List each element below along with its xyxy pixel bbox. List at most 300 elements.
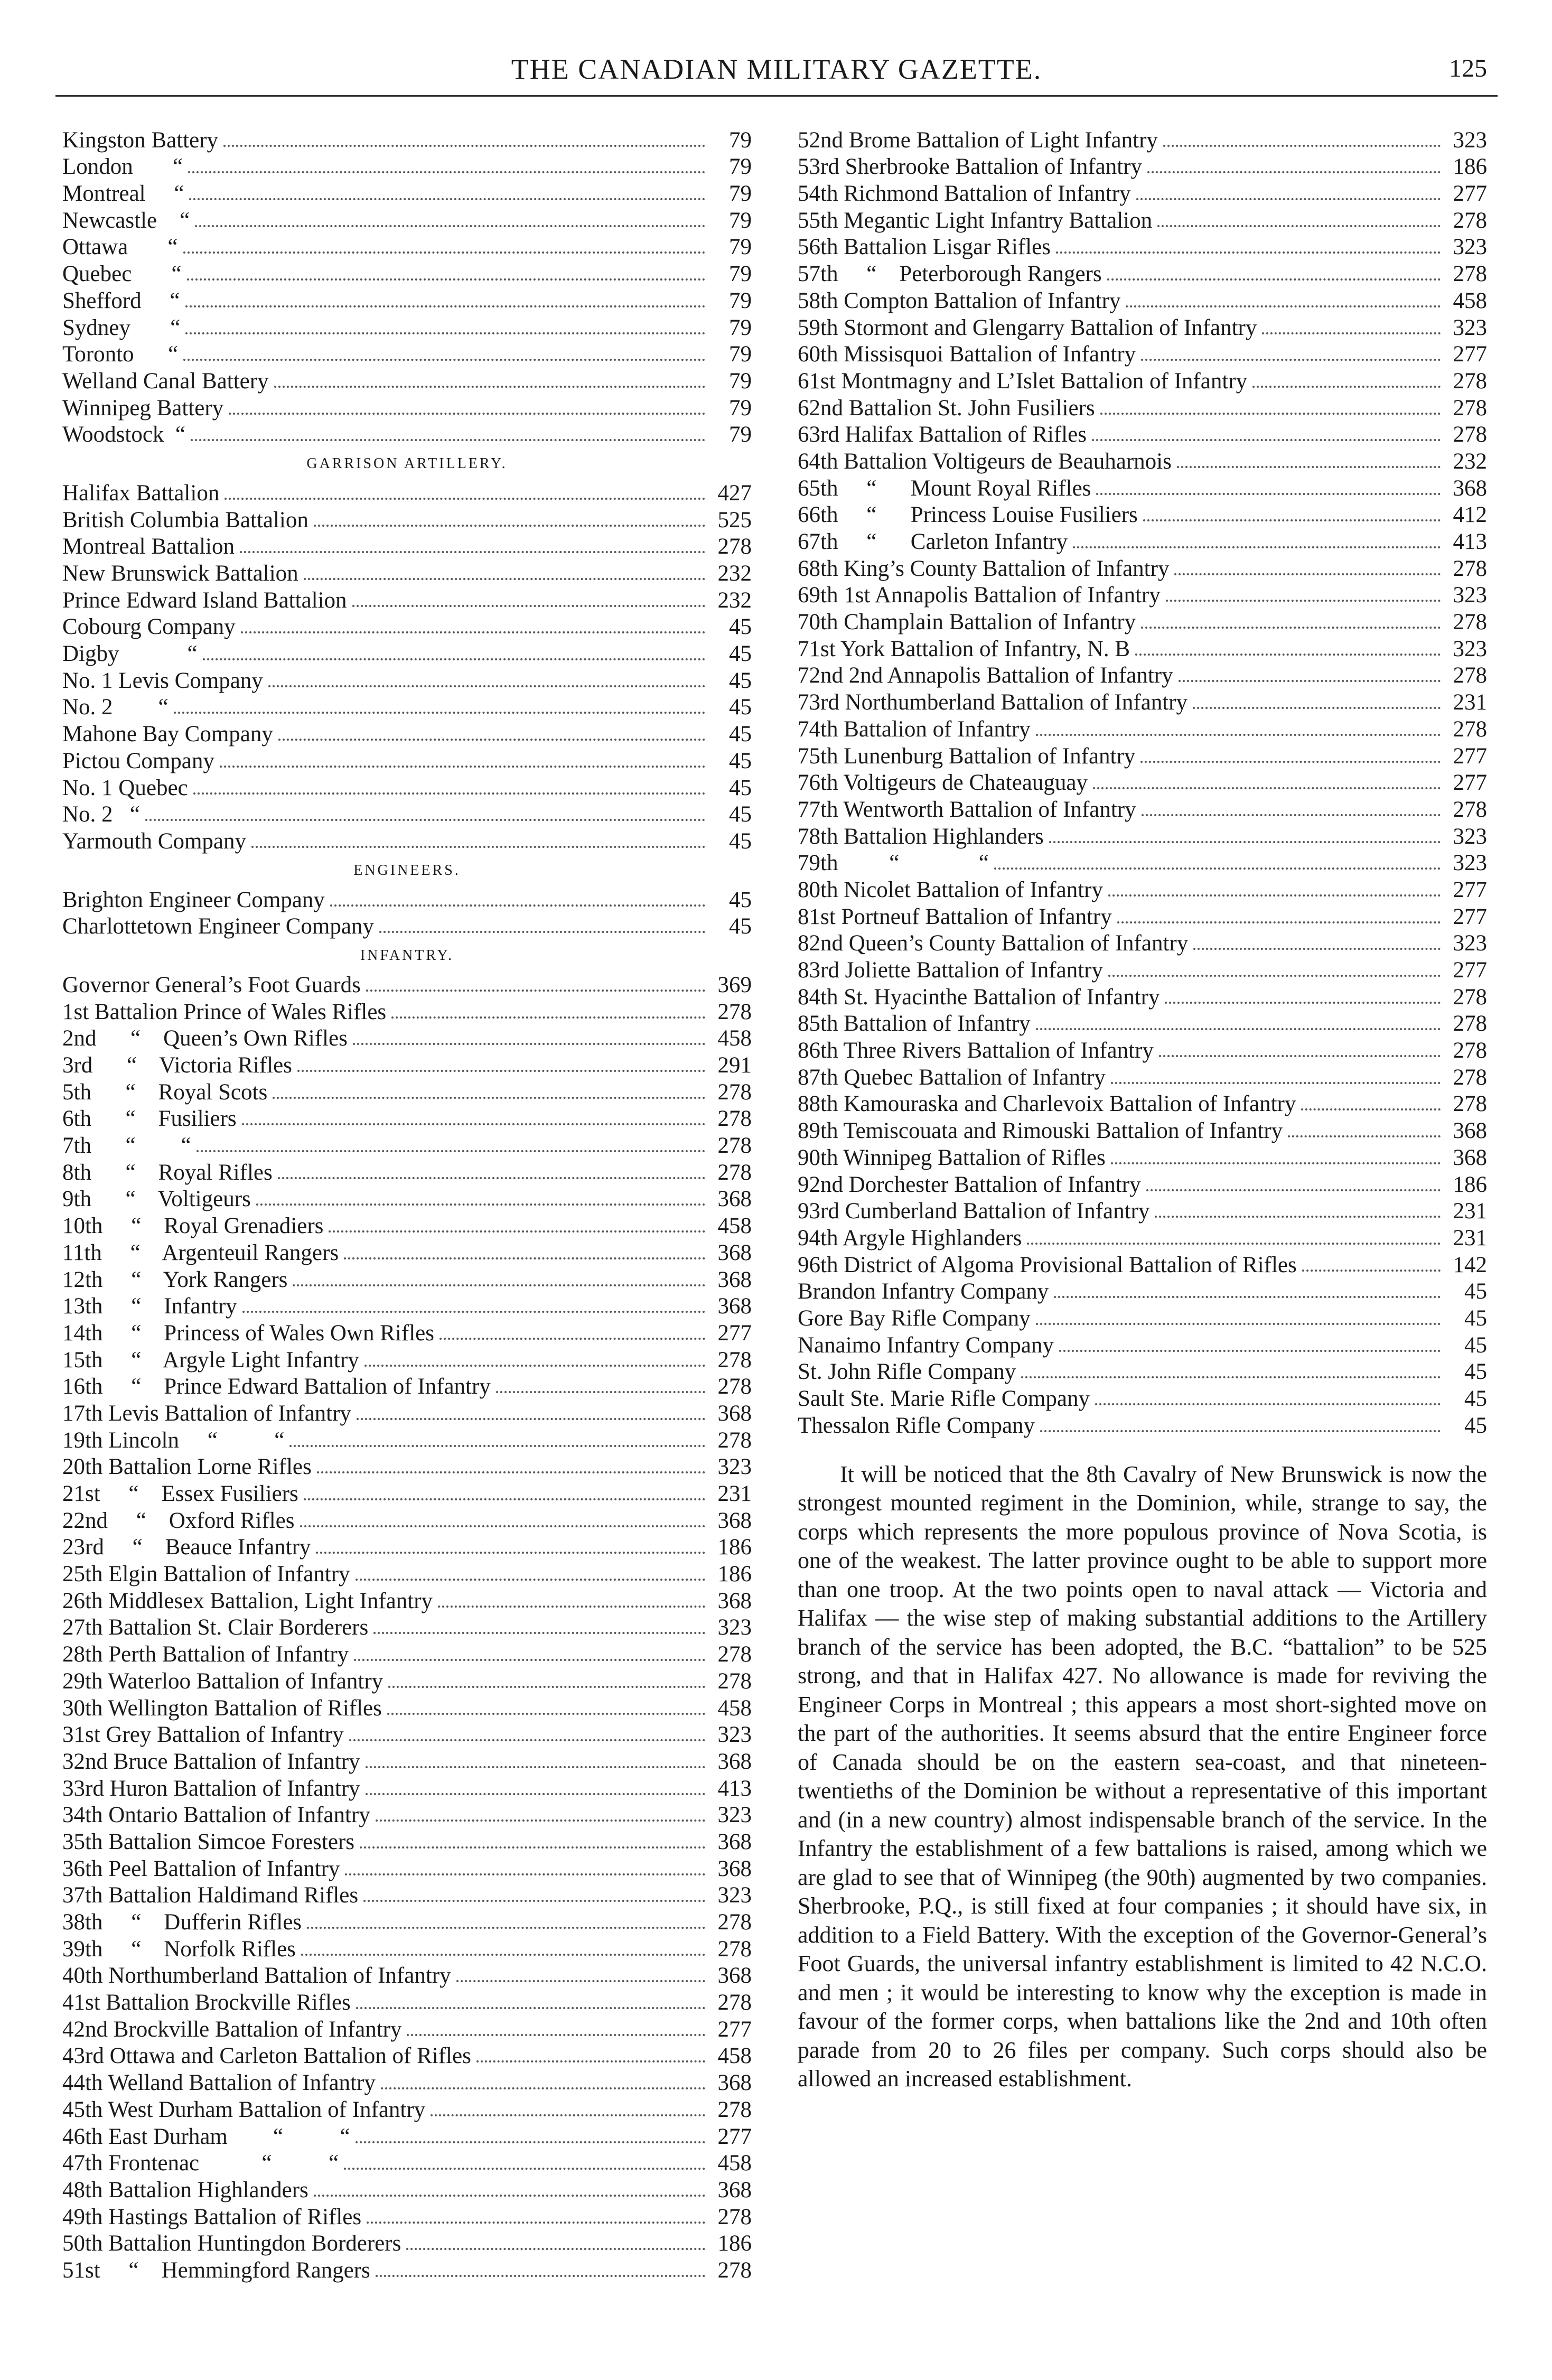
- unit-row: [62, 721, 752, 748]
- dot-leader: [345, 1873, 705, 1875]
- unit-strength: 277: [1453, 342, 1487, 367]
- unit-row: [798, 716, 1487, 743]
- unit-name: Brighton Engineer Company: [62, 887, 325, 912]
- unit-strength: 45: [1464, 1386, 1487, 1411]
- dot-leader: [1252, 386, 1441, 388]
- dot-leader: [391, 1016, 705, 1019]
- page-number: 125: [1449, 54, 1487, 82]
- unit-row: [62, 1106, 752, 1133]
- unit-row: [62, 341, 752, 368]
- unit-name: 33rd Huron Battalion of Infantry: [62, 1776, 360, 1801]
- unit-name: 17th Levis Battalion of Infantry: [62, 1401, 351, 1426]
- unit-name: 35th Battalion Simcoe Foresters: [62, 1829, 354, 1854]
- dot-leader: [366, 990, 705, 992]
- unit-row: [798, 1252, 1487, 1278]
- unit-row: [62, 998, 752, 1025]
- dot-leader: [274, 386, 705, 388]
- unit-row: [62, 1909, 752, 1936]
- unit-name: 81st Portneuf Battalion of Infantry: [798, 904, 1112, 929]
- unit-name: 86th Three Rivers Battalion of Infantry: [798, 1038, 1154, 1063]
- dot-leader: [1036, 1323, 1441, 1325]
- dot-leader: [1036, 1028, 1441, 1030]
- unit-row: [798, 475, 1487, 502]
- unit-row: [62, 694, 752, 721]
- unit-strength: 186: [717, 1535, 752, 1560]
- unit-strength: 278: [1453, 1065, 1487, 1090]
- unit-row: [62, 1025, 752, 1052]
- unit-name: 72nd 2nd Annapolis Battalion of Infantry: [798, 663, 1173, 688]
- dot-leader: [1143, 519, 1441, 521]
- unit-strength: 45: [729, 802, 752, 827]
- unit-strength: 278: [1453, 422, 1487, 447]
- dot-leader: [183, 359, 705, 361]
- dot-leader: [407, 2034, 705, 2036]
- unit-name: 65th “ Mount Royal Rifles: [798, 475, 1091, 501]
- unit-strength: 323: [717, 1883, 752, 1908]
- unit-strength: 368: [717, 1294, 752, 1319]
- unit-name: 15th “ Argyle Light Infantry: [62, 1347, 359, 1373]
- unit-row: [62, 1079, 752, 1106]
- unit-row: [798, 689, 1487, 716]
- dot-leader: [293, 1284, 705, 1286]
- unit-row: [62, 1293, 752, 1320]
- unit-strength: 278: [1453, 1011, 1487, 1037]
- unit-row: [62, 2257, 752, 2284]
- unit-row: [62, 2150, 752, 2177]
- unit-name: 67th “ Carleton Infantry: [798, 529, 1068, 554]
- dot-leader: [330, 904, 705, 907]
- dot-leader: [1096, 493, 1441, 495]
- dot-leader: [1056, 251, 1441, 254]
- unit-strength: 278: [1453, 208, 1487, 233]
- unit-strength: 278: [1453, 1038, 1487, 1063]
- unit-strength: 278: [717, 1936, 752, 1962]
- unit-name: 83rd Joliette Battalion of Infantry: [798, 958, 1103, 983]
- unit-name: 59th Stormont and Glengarry Battalion of Infantry: [798, 315, 1257, 340]
- dot-leader: [1136, 198, 1441, 200]
- unit-name: Thessalon Rifle Company: [798, 1413, 1035, 1438]
- dot-leader: [1163, 145, 1441, 147]
- unit-strength: 45: [729, 914, 752, 939]
- dot-leader: [363, 1900, 705, 1902]
- unit-name: 2nd “ Queen’s Own Rifles: [62, 1026, 348, 1051]
- dot-leader: [356, 1579, 705, 1581]
- unit-name: 48th Battalion Highlanders: [62, 2177, 308, 2202]
- unit-name: 78th Battalion Highlanders: [798, 824, 1044, 849]
- dot-leader: [1262, 332, 1441, 334]
- unit-name: 68th King’s County Battalion of Infantry: [798, 556, 1170, 581]
- unit-row: [798, 180, 1487, 207]
- dot-leader: [242, 1123, 705, 1125]
- dot-leader: [188, 171, 705, 173]
- unit-name: 45th West Durham Battalion of Infantry: [62, 2097, 426, 2122]
- unit-strength: 231: [717, 1481, 752, 1506]
- unit-strength: 277: [1453, 770, 1487, 796]
- unit-name: 8th “ Royal Rifles: [62, 1160, 273, 1185]
- dot-leader: [344, 2168, 705, 2170]
- unit-strength: 79: [729, 342, 752, 367]
- unit-strength: 45: [729, 887, 752, 912]
- dot-leader: [225, 498, 705, 500]
- unit-strength: 369: [717, 972, 752, 997]
- dot-leader: [456, 1980, 705, 1982]
- dot-leader: [1040, 1430, 1441, 1432]
- unit-name: 40th Northumberland Battalion of Infantry: [62, 1963, 451, 1989]
- unit-row: [798, 876, 1487, 903]
- unit-strength: 458: [717, 1695, 752, 1721]
- unit-name: 63rd Halifax Battalion of Rifles: [798, 422, 1087, 447]
- unit-strength: 323: [717, 1615, 752, 1640]
- unit-row: [62, 1266, 752, 1293]
- unit-name: Brandon Infantry Company: [798, 1279, 1049, 1304]
- unit-name: 87th Quebec Battalion of Infantry: [798, 1065, 1106, 1090]
- unit-row: [62, 534, 752, 561]
- unit-strength: 278: [717, 2097, 752, 2122]
- unit-row: [798, 930, 1487, 957]
- unit-row: [798, 395, 1487, 422]
- dot-leader: [373, 1632, 705, 1634]
- dot-leader: [185, 332, 705, 334]
- unit-name: St. John Rifle Company: [798, 1359, 1016, 1385]
- unit-strength: 278: [717, 999, 752, 1024]
- unit-row: [798, 636, 1487, 662]
- unit-row: [62, 1374, 752, 1401]
- unit-name: 93rd Cumberland Battalion of Infantry: [798, 1199, 1150, 1224]
- unit-row: [62, 801, 752, 828]
- dot-leader: [229, 413, 705, 415]
- unit-strength: 278: [1453, 262, 1487, 287]
- dot-leader: [1142, 814, 1441, 816]
- unit-name: 27th Battalion St. Clair Borderers: [62, 1615, 369, 1640]
- unit-strength: 323: [717, 1722, 752, 1748]
- unit-strength: 413: [717, 1776, 752, 1801]
- unit-strength: 323: [1453, 851, 1487, 876]
- page-header: [55, 53, 1498, 97]
- unit-row: [798, 1171, 1487, 1198]
- unit-name: 94th Argyle Highlanders: [798, 1225, 1022, 1250]
- unit-strength: 278: [717, 1642, 752, 1667]
- dot-leader: [438, 1606, 705, 1608]
- unit-strength: 368: [717, 1187, 752, 1212]
- dot-leader: [1111, 1082, 1441, 1084]
- unit-strength: 45: [729, 748, 752, 773]
- unit-name: 30th Wellington Battalion of Rifles: [62, 1695, 382, 1721]
- unit-strength: 231: [1453, 1199, 1487, 1224]
- unit-name: Newcastle “: [62, 208, 190, 233]
- unit-name: Cobourg Company: [62, 614, 236, 640]
- unit-row: [62, 1855, 752, 1882]
- unit-strength: 278: [717, 1427, 752, 1453]
- unit-strength: 323: [1453, 583, 1487, 608]
- unit-row: [62, 1454, 752, 1481]
- dot-leader: [1147, 171, 1441, 173]
- unit-row: [62, 1722, 752, 1749]
- unit-strength: 278: [1453, 797, 1487, 822]
- unit-row: [798, 1385, 1487, 1412]
- unit-strength: 79: [729, 288, 752, 313]
- dot-leader: [289, 1445, 705, 1447]
- dot-leader: [1108, 975, 1441, 977]
- unit-row: [62, 287, 752, 314]
- unit-name: 79th “ “: [798, 851, 989, 876]
- unit-name: 77th Wentworth Battalion of Infantry: [798, 797, 1136, 822]
- unit-row: [798, 796, 1487, 823]
- unit-name: 66th “ Princess Louise Fusiliers: [798, 502, 1138, 528]
- unit-strength: 142: [1453, 1252, 1487, 1277]
- dot-leader: [387, 1713, 705, 1715]
- unit-row: [798, 260, 1487, 287]
- unit-name: 44th Welland Battalion of Infantry: [62, 2070, 376, 2096]
- dot-leader: [1177, 466, 1441, 468]
- unit-row: [62, 2177, 752, 2204]
- unit-row: [62, 640, 752, 667]
- dot-leader: [496, 1391, 705, 1393]
- unit-strength: 45: [1464, 1359, 1487, 1385]
- dot-leader: [352, 605, 705, 607]
- unit-row: [62, 1775, 752, 1802]
- unit-name: Toronto “: [62, 342, 179, 367]
- dot-leader: [195, 225, 705, 227]
- unit-strength: 45: [729, 641, 752, 667]
- dot-leader: [240, 551, 705, 553]
- dot-leader: [1117, 921, 1441, 923]
- unit-row: [798, 1278, 1487, 1305]
- unit-row: [62, 1963, 752, 1990]
- dot-leader: [356, 2007, 705, 2009]
- dot-leader: [314, 525, 705, 527]
- unit-name: Digby “: [62, 641, 198, 667]
- unit-strength: 323: [1453, 235, 1487, 260]
- unit-row: [62, 507, 752, 534]
- dot-leader: [251, 846, 705, 848]
- dot-leader: [1107, 278, 1441, 281]
- unit-strength: 458: [1453, 288, 1487, 313]
- unit-row: [798, 743, 1487, 770]
- unit-strength: 277: [717, 1320, 752, 1346]
- unit-strength: 232: [1453, 449, 1487, 474]
- unit-row: [62, 1427, 752, 1454]
- unit-strength: 45: [729, 722, 752, 747]
- unit-row: [62, 1641, 752, 1668]
- unit-strength: 458: [717, 1026, 752, 1051]
- unit-name: No. 2 “: [62, 802, 140, 827]
- unit-name: 89th Temiscouata and Rimouski Battalion of Infantry: [798, 1118, 1283, 1144]
- unit-name: 14th “ Princess of Wales Own Rifles: [62, 1320, 434, 1346]
- unit-row: [62, 1748, 752, 1775]
- unit-strength: 79: [729, 127, 752, 153]
- unit-name: 39th “ Norfolk Rifles: [62, 1936, 296, 1962]
- unit-row: [62, 2204, 752, 2230]
- unit-strength: 278: [717, 1990, 752, 2015]
- unit-name: Montreal “: [62, 181, 184, 207]
- unit-row: [798, 662, 1487, 689]
- unit-name: 32nd Bruce Battalion of Infantry: [62, 1749, 360, 1774]
- unit-row: [798, 1091, 1487, 1118]
- unit-strength: 525: [717, 507, 752, 533]
- unit-row: [62, 1186, 752, 1213]
- unit-row: [62, 180, 752, 207]
- dot-leader: [440, 1338, 705, 1340]
- unit-strength: 278: [717, 1668, 752, 1694]
- unit-strength: 278: [717, 1347, 752, 1373]
- unit-strength: 278: [1453, 556, 1487, 581]
- unit-name: 61st Montmagny and L’Islet Battalion of Infantry: [798, 368, 1248, 394]
- unit-row: [62, 1239, 752, 1266]
- dot-leader: [273, 1097, 705, 1099]
- unit-row: [62, 1480, 752, 1507]
- unit-strength: 368: [1453, 475, 1487, 501]
- unit-strength: 368: [1453, 1118, 1487, 1144]
- unit-row: [798, 1412, 1487, 1439]
- unit-name: 58th Compton Battalion of Infantry: [798, 288, 1121, 313]
- unit-name: 41st Battalion Brockville Rifles: [62, 1990, 351, 2015]
- unit-row: [62, 1989, 752, 2016]
- unit-strength: 232: [717, 561, 752, 586]
- dot-leader: [1054, 1296, 1441, 1298]
- unit-strength: 323: [1453, 315, 1487, 340]
- dot-leader: [301, 1954, 705, 1956]
- unit-strength: 413: [1453, 529, 1487, 554]
- unit-strength: 368: [717, 1856, 752, 1881]
- unit-strength: 368: [717, 1829, 752, 1854]
- dot-leader: [278, 1177, 705, 1179]
- dot-leader: [1108, 894, 1441, 897]
- unit-row: [62, 774, 752, 801]
- unit-row: [62, 1828, 752, 1855]
- unit-row: [798, 770, 1487, 797]
- unit-strength: 45: [729, 668, 752, 693]
- dot-leader: [366, 1766, 705, 1768]
- unit-strength: 323: [717, 1803, 752, 1828]
- dot-leader: [1157, 225, 1441, 227]
- dot-leader: [406, 2248, 705, 2250]
- unit-row: [798, 1011, 1487, 1038]
- unit-name: 23rd “ Beauce Infantry: [62, 1535, 311, 1560]
- unit-name: 6th “ Fusiliers: [62, 1106, 237, 1132]
- unit-name: 50th Battalion Huntingdon Borderers: [62, 2231, 401, 2256]
- unit-name: British Columbia Battalion: [62, 507, 308, 533]
- unit-row: [798, 1064, 1487, 1091]
- unit-name: 54th Richmond Battalion of Infantry: [798, 181, 1131, 207]
- dot-leader: [242, 1311, 705, 1313]
- unit-strength: 277: [1453, 904, 1487, 929]
- unit-strength: 458: [717, 2043, 752, 2069]
- unit-row: [62, 1882, 752, 1909]
- dot-leader: [187, 278, 705, 281]
- unit-row: [62, 1507, 752, 1534]
- unit-row: [62, 395, 752, 422]
- unit-name: 31st Grey Battalion of Infantry: [62, 1722, 344, 1748]
- dot-leader: [476, 2060, 705, 2062]
- unit-row: [798, 448, 1487, 475]
- unit-row: [62, 1159, 752, 1186]
- unit-strength: 278: [1453, 716, 1487, 742]
- unit-row: [62, 2230, 752, 2257]
- dot-leader: [376, 1819, 705, 1822]
- unit-row: [62, 1802, 752, 1829]
- unit-row: [798, 528, 1487, 555]
- unit-name: 70th Champlain Battalion of Infantry: [798, 610, 1136, 635]
- dot-leader: [304, 578, 705, 580]
- unit-strength: 427: [717, 480, 752, 506]
- unit-name: 42nd Brockville Battalion of Infantry: [62, 2017, 402, 2042]
- unit-row: [798, 582, 1487, 609]
- unit-strength: 278: [717, 2257, 752, 2283]
- dot-leader: [994, 867, 1441, 870]
- unit-strength: 323: [1453, 636, 1487, 661]
- unit-name: 20th Battalion Lorne Rifles: [62, 1454, 312, 1480]
- unit-name: 60th Missisquoi Battalion of Infantry: [798, 342, 1136, 367]
- left-column: [62, 127, 752, 2284]
- unit-row: [62, 1347, 752, 1374]
- dot-leader: [1146, 1189, 1441, 1191]
- unit-row: [62, 913, 752, 940]
- unit-name: 3rd “ Victoria Rifles: [62, 1053, 292, 1078]
- unit-row: [62, 614, 752, 641]
- unit-row: [798, 368, 1487, 395]
- unit-strength: 45: [1464, 1279, 1487, 1304]
- unit-row: [798, 287, 1487, 314]
- dot-leader: [354, 1659, 705, 1661]
- dot-leader: [174, 712, 705, 714]
- unit-strength: 278: [717, 1374, 752, 1399]
- unit-row: [62, 587, 752, 614]
- unit-strength: 368: [717, 1267, 752, 1292]
- unit-row: [62, 127, 752, 154]
- dot-leader: [367, 2222, 705, 2224]
- unit-name: No. 2 “: [62, 695, 169, 720]
- unit-strength: 79: [729, 315, 752, 340]
- unit-name: 26th Middlesex Battalion, Light Infantry: [62, 1588, 433, 1613]
- unit-name: London “: [62, 154, 183, 180]
- dot-leader: [1179, 680, 1441, 682]
- unit-name: Shefford “: [62, 288, 180, 313]
- dot-leader: [1141, 359, 1441, 361]
- dot-leader: [357, 1418, 705, 1420]
- unit-strength: 278: [717, 1106, 752, 1132]
- dot-leader: [1111, 1162, 1441, 1164]
- unit-row: [798, 154, 1487, 181]
- unit-row: [62, 1534, 752, 1561]
- unit-name: 57th “ Peterborough Rangers: [798, 262, 1102, 287]
- unit-strength: 278: [717, 1160, 752, 1185]
- unit-name: 51st “ Hemmingford Rangers: [62, 2257, 370, 2283]
- unit-strength: 278: [1453, 984, 1487, 1010]
- unit-row: [62, 667, 752, 694]
- unit-name: 28th Perth Battalion of Infantry: [62, 1642, 349, 1667]
- unit-name: Winnipeg Battery: [62, 395, 224, 421]
- unit-strength: 368: [717, 1240, 752, 1265]
- unit-row: [798, 127, 1487, 154]
- unit-strength: 277: [1453, 181, 1487, 207]
- unit-strength: 277: [717, 2017, 752, 2042]
- unit-strength: 368: [717, 1401, 752, 1426]
- unit-row: [62, 2096, 752, 2123]
- unit-strength: 79: [729, 154, 752, 180]
- unit-row: [62, 1212, 752, 1239]
- unit-strength: 458: [717, 2151, 752, 2176]
- unit-strength: 45: [729, 775, 752, 800]
- unit-name: 73rd Northumberland Battalion of Infantry: [798, 690, 1188, 715]
- unit-name: Sydney “: [62, 315, 181, 340]
- unit-strength: 368: [717, 1588, 752, 1613]
- unit-name: 22nd “ Oxford Rifles: [62, 1508, 295, 1533]
- dot-leader: [278, 739, 705, 741]
- dot-leader: [197, 1150, 705, 1152]
- unit-row: [798, 984, 1487, 1011]
- unit-row: [798, 1117, 1487, 1144]
- unit-strength: 368: [717, 2177, 752, 2202]
